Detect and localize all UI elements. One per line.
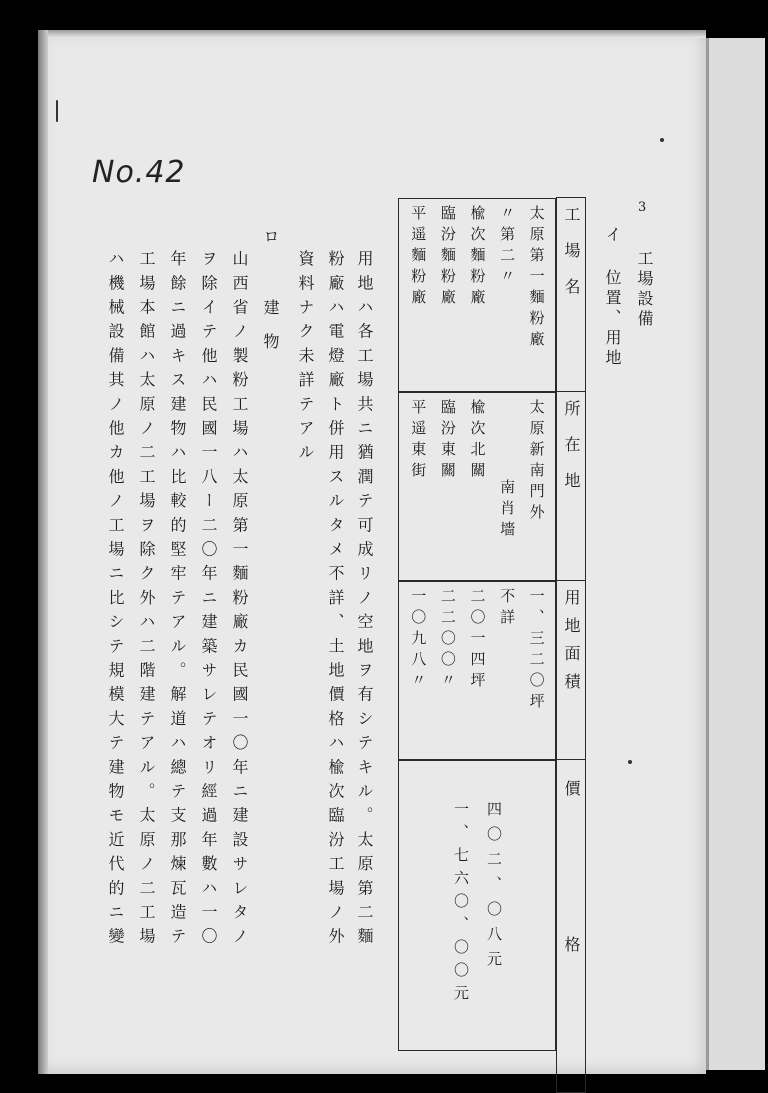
body-column: ハ機械設備其ノ他カ他ノ工場ニ比シテ規模大テ建物モ近代的ニ變 bbox=[106, 250, 125, 952]
table-header-cell bbox=[557, 581, 586, 760]
scan-speck bbox=[628, 760, 632, 764]
table-cell: 一、三二〇坪 bbox=[527, 587, 546, 714]
table-row bbox=[398, 198, 556, 392]
table-cell: 平遥東街 bbox=[409, 398, 428, 483]
table-row bbox=[398, 581, 556, 760]
table-row bbox=[398, 392, 556, 581]
table-cell: 四〇二、〇八元 bbox=[485, 800, 503, 976]
subsection-heading: イ 位置、用地 bbox=[603, 226, 622, 369]
body-column: ロ 建物 bbox=[261, 228, 280, 367]
table-cell: 不詳 bbox=[498, 587, 517, 630]
table-cell: 一、七六〇、〇〇元 bbox=[452, 800, 470, 1008]
table-cell: 太原新南門外 bbox=[527, 398, 546, 525]
table-header-cell bbox=[557, 760, 586, 1093]
table-cell: 平遥麵粉廠 bbox=[409, 204, 428, 310]
column-header: 所在地 bbox=[562, 400, 581, 508]
handwritten-document-number: No.42 bbox=[92, 155, 186, 190]
table-header-cell bbox=[557, 392, 586, 581]
table-cell: 楡次北關 bbox=[468, 398, 487, 483]
section-heading: 工場設備 bbox=[635, 250, 654, 330]
body-column: 工場本館ハ太原ノ二工場ヲ除ク外ハ二階建テアル。太原ノ二工場 bbox=[137, 250, 156, 952]
scan-speck bbox=[56, 100, 58, 122]
table-cell: 南肖墻 bbox=[498, 478, 517, 542]
body-column: 粉廠ハ電燈廠ト併用スルタメ不詳、土地價格ハ楡次臨汾工場ノ外 bbox=[326, 250, 345, 952]
table-row bbox=[398, 760, 556, 1051]
table-cell: 一〇九八〃 bbox=[409, 587, 428, 693]
table-cell: 〃第二〃 bbox=[498, 204, 517, 289]
page-number: 3 bbox=[638, 200, 647, 215]
body-column: ヲ除イテ他ハ民國一八ー二〇年ニ建築サレテオリ經過年數ハ一〇 bbox=[199, 250, 218, 952]
table-cell: 臨汾東關 bbox=[438, 398, 457, 483]
table-cell: 太原第一麵粉廠 bbox=[527, 204, 546, 352]
body-column: 用地ハ各工場共ニ猶潤テ可成リノ空地ヲ有シテキル。太原第二麵 bbox=[355, 250, 374, 952]
body-column: 年餘ニ過キス建物ハ比較的堅牢テアル。解道ハ總テ支那煉瓦造テ bbox=[168, 250, 187, 952]
column-header: 用地面積 bbox=[562, 589, 581, 701]
page-top-shadow bbox=[48, 30, 706, 38]
scan-speck bbox=[660, 138, 664, 142]
table-cell: 楡次麵粉廠 bbox=[468, 204, 487, 310]
column-header: 價格 bbox=[562, 780, 581, 1092]
factory-table bbox=[398, 197, 586, 1093]
column-header: 工場名 bbox=[562, 206, 581, 314]
table-header-cell bbox=[557, 198, 586, 392]
body-column: 資料ナク未詳テアル bbox=[296, 250, 315, 468]
body-column: 山西省ノ製粉工場ハ太原第一麵粉廠カ民國一〇年ニ建設サレタノ bbox=[230, 250, 249, 952]
book-spine-shadow bbox=[38, 30, 48, 1074]
table-cell: 臨汾麵粉廠 bbox=[438, 204, 457, 310]
next-page-edge bbox=[706, 38, 765, 1070]
table-cell: 二二〇〇〃 bbox=[438, 587, 457, 693]
table-cell: 二〇一四坪 bbox=[468, 587, 487, 693]
